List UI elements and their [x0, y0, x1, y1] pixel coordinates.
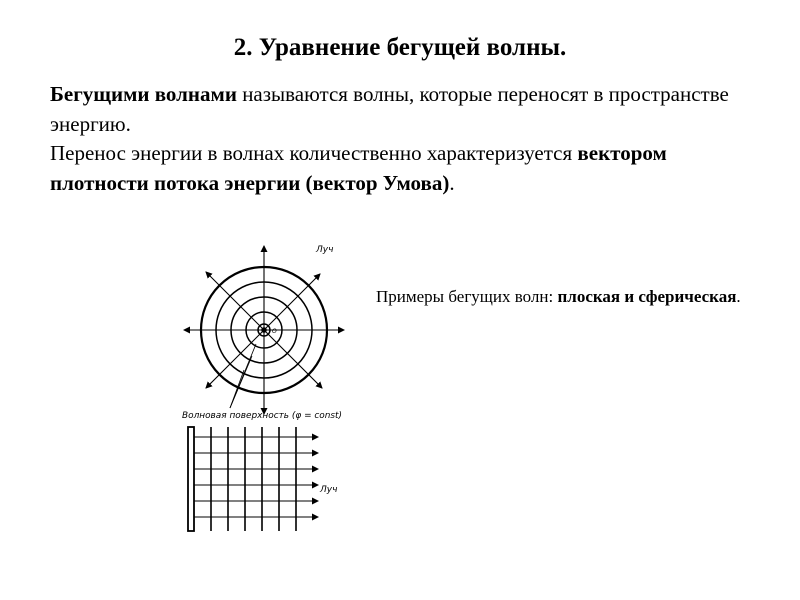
examples-types: плоская и сферическая — [557, 287, 737, 306]
spherical-rays — [184, 246, 344, 414]
examples-lead: Примеры бегущих волн: — [376, 287, 558, 306]
wave-figure — [180, 238, 350, 538]
energy-end: . — [449, 170, 455, 195]
intro-text — [50, 80, 770, 198]
examples-text — [376, 283, 756, 310]
slide-title: 2. Уравнение бегущей волны. — [233, 34, 567, 61]
wavefront-grid-lines — [211, 427, 296, 531]
energy-paragraph — [50, 139, 770, 198]
plane-wave-front — [188, 427, 194, 531]
ray-up-left — [206, 272, 264, 330]
energy-text: Перенос энергии в волнах количественно характеризуется — [50, 141, 578, 165]
definition-rest: называются волны, которые переносят в пространстве энергию. — [50, 82, 729, 136]
ray-label-bottom: Луч — [320, 485, 338, 495]
plane-wave-diagram — [188, 427, 318, 531]
umov-vector-term: вектором плотности потока энергии (вектор Умова) — [50, 141, 667, 195]
wave-surface-label: Волновая поверхность (φ = const) — [182, 411, 342, 421]
ray-label-top: Луч — [316, 245, 334, 255]
source-label: О — [272, 328, 277, 335]
examples-end: . — [736, 287, 741, 306]
plane-rays — [194, 437, 318, 517]
term-running-waves: Бегущими волнами — [50, 82, 237, 106]
ray-down-left — [206, 330, 264, 388]
definition-paragraph — [50, 80, 770, 139]
spherical-wave-diagram — [184, 246, 344, 414]
ray-down-right — [264, 330, 322, 388]
